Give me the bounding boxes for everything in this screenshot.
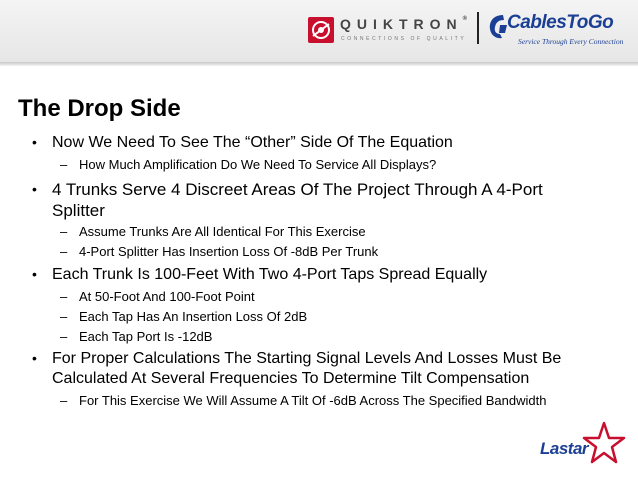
- sub-bullet-text: Assume Trunks Are All Identical For This Exercise: [79, 224, 366, 239]
- sub-bullet-marker: –: [60, 289, 68, 304]
- lastar-logo: [538, 419, 626, 471]
- sub-bullet-marker: –: [60, 309, 68, 324]
- sub-bullet-text: 4-Port Splitter Has Insertion Loss Of -8dB Per Trunk: [79, 244, 379, 259]
- bullet-marker: •: [32, 266, 37, 282]
- quiktron-tagline: CONNECTIONS OF QUALITY: [341, 36, 467, 42]
- bullet-3: [32, 265, 592, 285]
- sub-bullet-text: Each Tap Port Is -12dB: [79, 329, 213, 344]
- bullet-text: For Proper Calculations The Starting Signal Levels And Losses Must Be Calculated At Several Frequencies To Determine Tilt Compensation: [52, 350, 562, 387]
- bullet-marker: •: [32, 134, 37, 150]
- bullet-text: Each Trunk Is 100-Feet With Two 4-Port Taps Spread Equally: [52, 266, 488, 283]
- sub-bullet-2-1: [60, 224, 600, 240]
- sub-bullet-marker: –: [60, 329, 68, 344]
- sub-bullet-marker: –: [60, 393, 68, 408]
- sub-bullet-text: How Much Amplification Do We Need To Service All Displays?: [79, 157, 437, 172]
- bullet-text: Now We Need To See The “Other” Side Of The Equation: [52, 134, 453, 151]
- sub-bullet-marker: –: [60, 244, 68, 259]
- bullet-text: 4 Trunks Serve 4 Discreet Areas Of The Project Through A 4-Port Splitter: [52, 180, 543, 220]
- sub-bullet-2-2: [60, 244, 600, 260]
- sub-bullet-4-1: [60, 393, 560, 409]
- sub-bullet-text: For This Exercise We Will Assume A Tilt Of -6dB Across The Specified Bandwidth: [79, 393, 547, 408]
- sub-bullet-text: At 50-Foot And 100-Foot Point: [79, 289, 255, 304]
- bullet-marker: •: [32, 181, 37, 197]
- slide-title: The Drop Side: [18, 95, 181, 122]
- sub-bullet-3-3: [60, 329, 600, 345]
- sub-bullet-3-2: [60, 309, 600, 325]
- bullet-2: [32, 179, 592, 221]
- bullet-1: [32, 133, 592, 153]
- bullet-4: [32, 349, 592, 388]
- cablestogo-tagline: Service Through Every Connection: [518, 37, 624, 46]
- sub-bullet-3-1: [60, 289, 600, 305]
- sub-bullet-marker: –: [60, 224, 68, 239]
- sub-bullet-marker: –: [60, 157, 68, 172]
- lastar-wordmark: Lastar: [540, 439, 589, 458]
- bullet-marker: •: [32, 350, 37, 366]
- cablestogo-name: CablesToGo: [507, 12, 614, 33]
- quiktron-name: QUIKTRON®: [340, 16, 468, 32]
- sub-bullet-1-1: [60, 157, 600, 173]
- sub-bullet-text: Each Tap Has An Insertion Loss Of 2dB: [79, 309, 308, 324]
